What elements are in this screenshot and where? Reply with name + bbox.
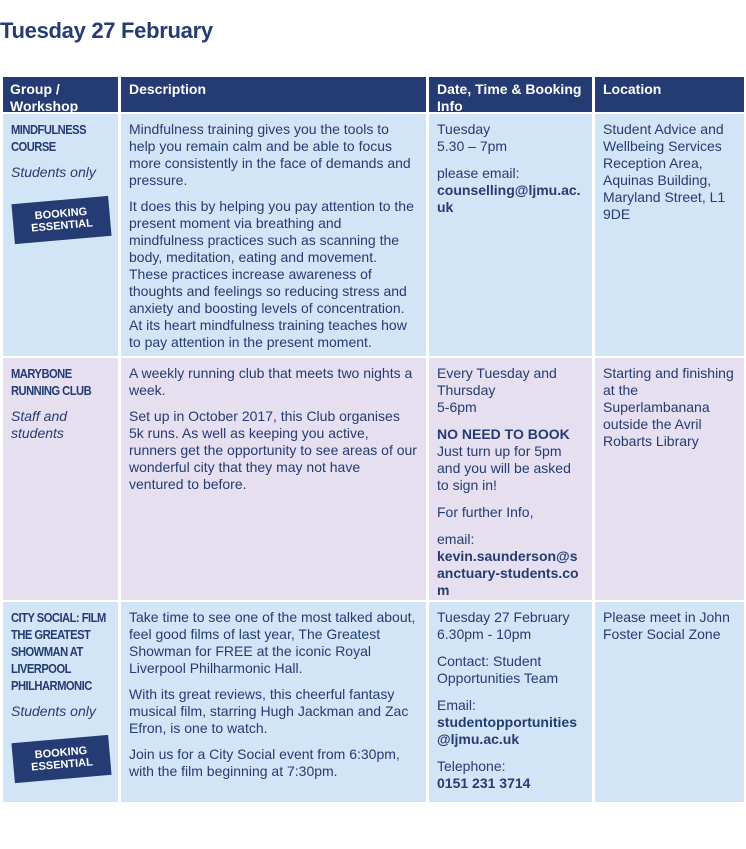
audience: Students only [11, 164, 96, 180]
group-cell [3, 358, 118, 600]
description-cell [121, 358, 426, 600]
group-cell [3, 114, 118, 356]
datetime-cell [429, 114, 592, 356]
email-link[interactable]: kevin.saunderson@sanctuary-students.com [437, 548, 579, 598]
description-paragraph: At its heart mindfulness training teaches how to pay attention in the present moment. [129, 317, 407, 350]
contact-info: Contact: Student Opportunities Team [437, 653, 559, 686]
booking-badge: BOOKING ESSENTIAL [11, 735, 111, 783]
event-time: 5.30 – 7pm [437, 138, 508, 154]
description-paragraph: It does this by helping you pay attention to the present moment via breathing and mindfulness practices such as scanning the body, meditation, eating and movement. These practices increase awareness of thoughts and feelings so reducing stress and anxiety and boosting levels of concentration. [129, 198, 414, 316]
header-description: Description [121, 77, 426, 112]
phone-label: Telephone: [437, 758, 506, 774]
description-paragraph: Take time to see one of the most talked about, feel good films of last year, The Greatest Showman for FREE at the iconic Royal Liverpool Philharmonic Hall. [129, 609, 416, 676]
events-table [3, 77, 743, 802]
description-paragraph: Mindfulness training gives you the tools to help you remain calm and be able to focus more consistently in the face of demands and pressure. [129, 121, 411, 188]
email-link[interactable]: studentopportunities@ljmu.ac.uk [437, 714, 577, 747]
booking-badge: BOOKING ESSENTIAL [11, 196, 111, 244]
datetime-cell [429, 358, 592, 600]
group-name: MINDFULNESS COURSE [11, 122, 87, 154]
header-group: Group / Workshop [3, 77, 118, 112]
event-day: Tuesday 27 February [437, 609, 570, 625]
description-paragraph: Set up in October 2017, this Club organises 5k runs. As well as keeping you active, runners get the opportunity to see areas of our wonderful city that they may not have ventured to before. [129, 408, 417, 492]
booking-note: Just turn up for 5pm and you will be asked to sign in! [437, 443, 571, 493]
description-cell [121, 114, 426, 356]
location-cell: Please meet in John Foster Social Zone [595, 602, 744, 802]
header-datetime: Date, Time & Booking Info [429, 77, 592, 112]
email-label: Email: [437, 697, 476, 713]
audience: Students only [11, 703, 96, 719]
event-time: 6.30pm - 10pm [437, 626, 532, 642]
event-time: 5-6pm [437, 399, 477, 415]
event-day: Every Tuesday and Thursday [437, 365, 557, 398]
location-cell: Starting and finishing at the Superlambanana outside the Avril Robarts Library [595, 358, 744, 600]
description-paragraph: With its great reviews, this cheerful fantasy musical film, starring Hugh Jackman and Zac Efron, is one to watch. [129, 686, 409, 736]
event-day: Tuesday [437, 121, 491, 137]
no-booking-notice: NO NEED TO BOOK [437, 426, 570, 442]
location-cell: Student Advice and Wellbeing Services Reception Area, Aquinas Building, Maryland Street, L1 9DE [595, 114, 744, 356]
audience: Staff and students [11, 408, 68, 441]
description-paragraph: A weekly running club that meets two nights a week. [129, 365, 413, 398]
group-name: MARYBONE RUNNING CLUB [11, 366, 92, 398]
group-name: CITY SOCIAL: FILM THE GREATEST SHOWMAN AT LIVERPOOL PHILHARMONIC [11, 610, 106, 693]
email-label: email: [437, 531, 475, 547]
description-paragraph: Join us for a City Social event from 6:30pm, with the film beginning at 7:30pm. [129, 746, 400, 779]
page-title: Tuesday 27 February [0, 18, 213, 43]
datetime-cell [429, 602, 592, 802]
email-label: please email: [437, 165, 520, 181]
email-link[interactable]: counselling@ljmu.ac.uk [437, 182, 581, 215]
group-cell [3, 602, 118, 802]
header-location: Location [595, 77, 744, 112]
further-info: For further Info, [437, 504, 534, 520]
description-cell [121, 602, 426, 802]
phone-number[interactable]: 0151 231 3714 [437, 775, 531, 791]
